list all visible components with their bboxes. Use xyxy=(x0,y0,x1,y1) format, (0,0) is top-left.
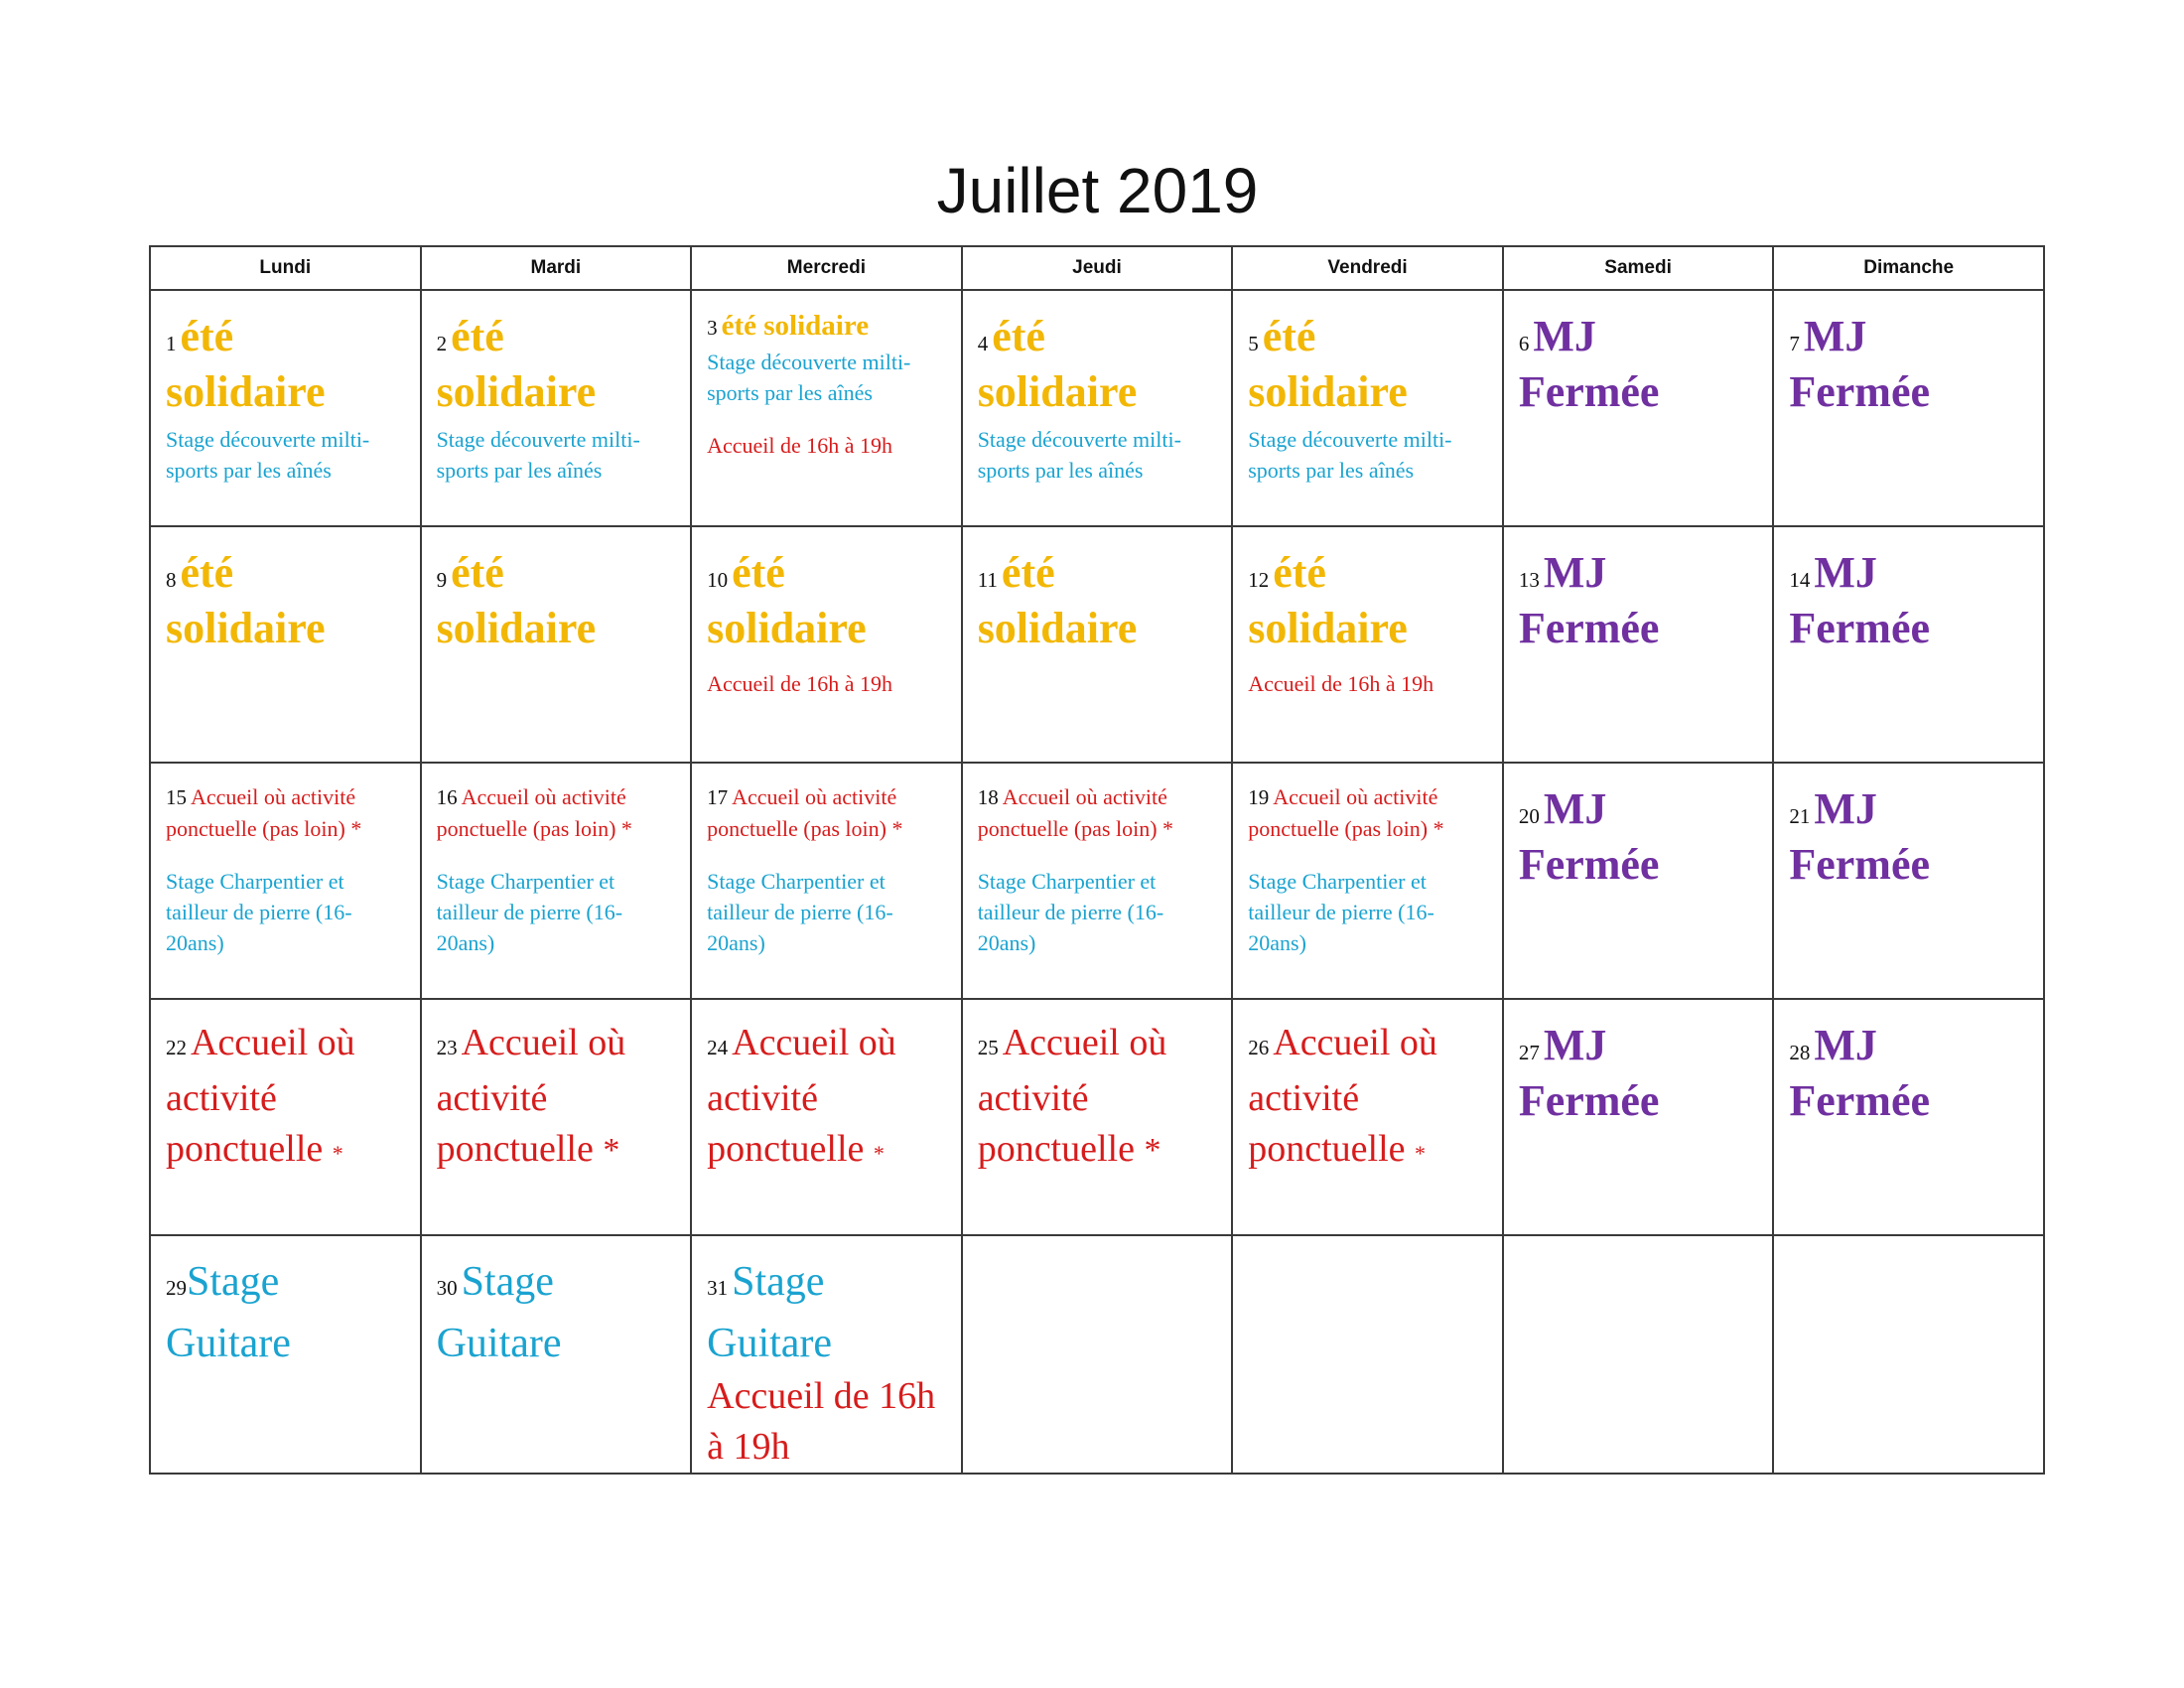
event-mj: MJ xyxy=(1543,784,1607,833)
event-fermee: Fermée xyxy=(1518,367,1660,416)
event-accueil: Accueil de 16h à 19h xyxy=(707,433,893,458)
day-cell-17: 17 Accueil où activité ponctuelle (pas loin) * Stage Charpentier et tailleur de pierre (16- 20ans) xyxy=(691,763,962,999)
event-solidaire: solidaire xyxy=(1248,604,1408,652)
day-cell-8 xyxy=(150,526,421,763)
day-number: 16 xyxy=(436,785,458,809)
event-accueil-activite: 19 Accueil où activité xyxy=(1248,784,1438,809)
day-cell-2 xyxy=(421,290,692,526)
event-activite: activité xyxy=(977,1077,1089,1119)
day-number: 2 xyxy=(436,332,448,355)
day-number: 19 xyxy=(1248,785,1270,809)
weekday-header: Mercredi xyxy=(691,246,962,290)
day-number: 22 xyxy=(166,1036,187,1059)
event-ete: été xyxy=(1001,548,1055,597)
asterisk: * xyxy=(1433,816,1444,841)
day-number: 23 xyxy=(436,1036,458,1059)
event-activite: activité xyxy=(166,1077,277,1119)
event-stage-guitare: 30Stage xyxy=(436,1259,554,1305)
day-cell-9 xyxy=(421,526,692,763)
event-ete: été xyxy=(180,548,234,597)
day-cell-18: 18 Accueil où activité ponctuelle (pas loin) * Stage Charpentier et tailleur de pierre (16- 20ans) xyxy=(962,763,1233,999)
event-stage-charpentier: Stage Charpentier et tailleur de pierre (16- 20ans) xyxy=(977,869,1164,955)
empty-cell xyxy=(1773,1235,2044,1474)
event-ponctuelle: ponctuelle * xyxy=(707,1128,885,1170)
event-fermee: Fermée xyxy=(1518,840,1660,889)
event-stage: Stage découverte milti- sports par les aînés xyxy=(166,427,370,483)
asterisk: * xyxy=(873,1141,885,1166)
asterisk: * xyxy=(603,1132,620,1169)
day-cell-21 xyxy=(1773,763,2044,999)
day-number: 5 xyxy=(1248,332,1259,355)
week-row xyxy=(150,290,2044,526)
asterisk: * xyxy=(1162,816,1174,841)
event-fermee: Fermée xyxy=(1789,604,1931,652)
event-mj: MJ xyxy=(1803,312,1867,360)
calendar-title: Juillet 2019 xyxy=(936,155,1259,226)
day-number: 12 xyxy=(1248,568,1270,592)
event-stage-charpentier: Stage Charpentier et tailleur de pierre (16- 20ans) xyxy=(707,869,893,955)
event-solidaire: solidaire xyxy=(1248,367,1408,416)
day-cell-3 xyxy=(691,290,962,526)
weekday-header-row xyxy=(150,246,2044,290)
day-number: 1 xyxy=(166,332,177,355)
event-stage: Stage découverte milti- sports par les aînés xyxy=(436,427,640,483)
day-number: 18 xyxy=(977,785,999,809)
weekday-header: Samedi xyxy=(1503,246,1774,290)
event-mj: MJ xyxy=(1814,548,1877,597)
event-accueil: Accueil de 16h à 19h xyxy=(707,671,893,696)
event-accueil-activite: 16 Accueil où activité xyxy=(436,784,626,809)
day-number: 26 xyxy=(1248,1036,1270,1059)
day-number: 14 xyxy=(1789,568,1811,592)
event-activite: activité xyxy=(436,1077,548,1119)
day-cell-4 xyxy=(962,290,1233,526)
event-stage-guitare: 29Stage xyxy=(166,1259,280,1305)
day-cell-25 xyxy=(962,999,1233,1235)
day-cell-11 xyxy=(962,526,1233,763)
day-number: 31 xyxy=(707,1276,729,1300)
day-cell-19: 19 Accueil où activité ponctuelle (pas loin) * Stage Charpentier et tailleur de pierre (16- 20ans) xyxy=(1232,763,1503,999)
event-stage-charpentier: Stage Charpentier et tailleur de pierre (16- 20ans) xyxy=(1248,869,1434,955)
event-ponctuelle: ponctuelle * xyxy=(977,1128,1161,1170)
event-accueil-ou: 25 Accueil où xyxy=(977,1022,1167,1063)
day-cell-29: 29Stage Guitare xyxy=(150,1235,421,1474)
day-cell-23 xyxy=(421,999,692,1235)
day-number: 8 xyxy=(166,568,177,592)
day-cell-22 xyxy=(150,999,421,1235)
event-ponctuelle: ponctuelle * xyxy=(166,1128,343,1170)
day-number: 9 xyxy=(436,568,448,592)
event-stage-charpentier: Stage Charpentier et tailleur de pierre (16- 20ans) xyxy=(166,869,352,955)
event-accueil-activite: 17 Accueil où activité xyxy=(707,784,897,809)
event-fermee: Fermée xyxy=(1789,1076,1931,1125)
day-cell-6 xyxy=(1503,290,1774,526)
event-mj: MJ xyxy=(1814,1021,1877,1069)
event-solidaire: solidaire xyxy=(707,604,867,652)
day-number: 6 xyxy=(1518,332,1530,355)
event-mj: MJ xyxy=(1533,312,1596,360)
day-cell-13 xyxy=(1503,526,1774,763)
week-row xyxy=(150,763,2044,999)
asterisk: * xyxy=(620,816,632,841)
event-solidaire: solidaire xyxy=(977,604,1138,652)
event-fermee: Fermée xyxy=(1789,367,1931,416)
weekday-header: Vendredi xyxy=(1232,246,1503,290)
day-cell-31: 31Stage Guitare Accueil de 16h à 19h xyxy=(691,1235,962,1474)
event-ete: été xyxy=(732,548,785,597)
event-solidaire: solidaire xyxy=(166,604,326,652)
event-accueil-activite: 15 Accueil où activité xyxy=(166,784,356,809)
event-ete: été xyxy=(1273,548,1326,597)
event-ete-solidaire: été solidaire xyxy=(721,310,870,342)
event-stage-charpentier: Stage Charpentier et tailleur de pierre (16- 20ans) xyxy=(436,869,623,955)
event-stage: Stage découverte milti- sports par les aînés xyxy=(1248,427,1452,483)
day-cell-7 xyxy=(1773,290,2044,526)
asterisk: * xyxy=(1144,1132,1161,1169)
day-number: 30 xyxy=(436,1276,458,1300)
event-solidaire: solidaire xyxy=(166,367,326,416)
event-stage: Stage découverte milti- sports par les aînés xyxy=(977,427,1181,483)
event-accueil: Accueil de 16h à 19h xyxy=(707,1375,936,1468)
event-ete: été xyxy=(180,312,234,360)
event-activite: activité xyxy=(1248,1077,1360,1119)
day-number: 25 xyxy=(977,1036,999,1059)
event-accueil: Accueil de 16h à 19h xyxy=(1248,671,1434,696)
day-number: 3 xyxy=(707,316,718,340)
day-cell-20 xyxy=(1503,763,1774,999)
event-solidaire: solidaire xyxy=(977,367,1138,416)
day-cell-27 xyxy=(1503,999,1774,1235)
day-cell-10 xyxy=(691,526,962,763)
weekday-header: Jeudi xyxy=(962,246,1233,290)
day-number: 11 xyxy=(977,568,998,592)
day-number: 15 xyxy=(166,785,187,809)
event-mj: MJ xyxy=(1543,548,1607,597)
event-stage-guitare: 31Stage xyxy=(707,1259,825,1305)
day-number: 13 xyxy=(1518,568,1540,592)
day-cell-16: 16 Accueil où activité ponctuelle (pas loin) * Stage Charpentier et tailleur de pierre (16- 20ans) xyxy=(421,763,692,999)
event-fermee: Fermée xyxy=(1518,1076,1660,1125)
week-row xyxy=(150,526,2044,763)
day-cell-14 xyxy=(1773,526,2044,763)
event-fermee: Fermée xyxy=(1789,840,1931,889)
day-number: 29 xyxy=(166,1276,187,1300)
empty-cell xyxy=(1503,1235,1774,1474)
event-ete: été xyxy=(992,312,1045,360)
event-ete: été xyxy=(451,548,504,597)
day-cell-5 xyxy=(1232,290,1503,526)
event-mj: MJ xyxy=(1814,784,1877,833)
day-cell-12 xyxy=(1232,526,1503,763)
day-number: 28 xyxy=(1789,1041,1811,1064)
day-number: 24 xyxy=(707,1036,729,1059)
event-accueil-ou: 24 Accueil où xyxy=(707,1022,896,1063)
event-solidaire: solidaire xyxy=(436,604,597,652)
day-number: 7 xyxy=(1789,332,1800,355)
weekday-header: Lundi xyxy=(150,246,421,290)
day-number: 10 xyxy=(707,568,729,592)
event-accueil-ou: 23 Accueil où xyxy=(436,1022,626,1063)
event-activite: activité xyxy=(707,1077,818,1119)
day-number: 17 xyxy=(707,785,729,809)
event-ete: été xyxy=(1262,312,1316,360)
week-row xyxy=(150,999,2044,1235)
day-cell-26 xyxy=(1232,999,1503,1235)
day-cell-24 xyxy=(691,999,962,1235)
event-ponctuelle: ponctuelle * xyxy=(1248,1128,1427,1170)
event-stage: Stage découverte milti- sports par les aînés xyxy=(707,350,911,405)
event-solidaire: solidaire xyxy=(436,367,597,416)
empty-cell xyxy=(962,1235,1233,1474)
day-cell-30: 30Stage Guitare xyxy=(421,1235,692,1474)
day-number: 21 xyxy=(1789,804,1811,828)
event-fermee: Fermée xyxy=(1518,604,1660,652)
event-accueil-ou: 22 Accueil où xyxy=(166,1022,355,1063)
day-cell-15: 15 Accueil où activité ponctuelle (pas loin) * Stage Charpentier et tailleur de pierre (16- 20ans) xyxy=(150,763,421,999)
asterisk: * xyxy=(350,816,362,841)
day-number: 4 xyxy=(977,332,989,355)
event-ponctuelle: ponctuelle * xyxy=(436,1128,620,1170)
day-number: 20 xyxy=(1518,804,1540,828)
weekday-header: Mardi xyxy=(421,246,692,290)
week-row xyxy=(150,1235,2044,1474)
weekday-header: Dimanche xyxy=(1773,246,2044,290)
day-cell-1 xyxy=(150,290,421,526)
day-cell-28 xyxy=(1773,999,2044,1235)
event-accueil-ou: 26 Accueil où xyxy=(1248,1022,1437,1063)
asterisk: * xyxy=(1415,1141,1427,1166)
event-mj: MJ xyxy=(1543,1021,1607,1069)
day-number: 27 xyxy=(1518,1041,1540,1064)
event-accueil-activite: 18 Accueil où activité xyxy=(977,784,1167,809)
empty-cell xyxy=(1232,1235,1503,1474)
asterisk: * xyxy=(332,1141,343,1166)
calendar-grid xyxy=(149,245,2045,1475)
event-ete: été xyxy=(451,312,504,360)
asterisk: * xyxy=(891,816,903,841)
